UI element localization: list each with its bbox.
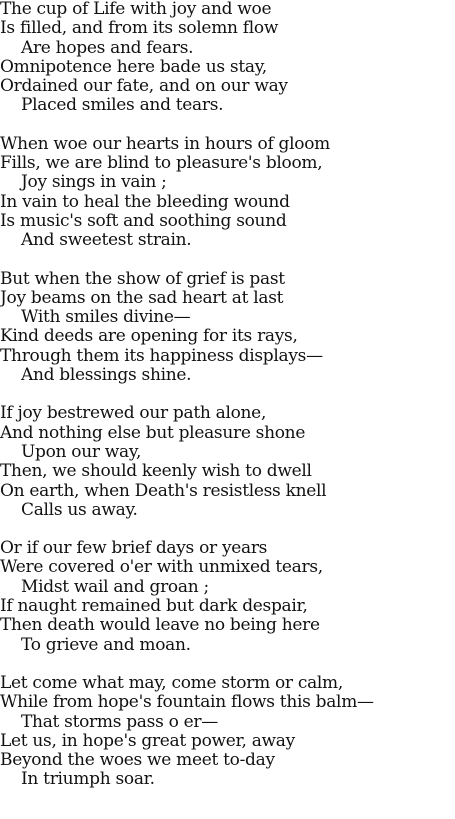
poem-line: Or if our few brief days or years [0, 538, 268, 559]
stanza-4 [0, 404, 455, 520]
poem-line: Midst wail and groan ; [21, 576, 209, 597]
poem-line: On earth, when Death's resistless knell [0, 480, 327, 501]
poem-line: Is music's soft and soothing sound [0, 210, 287, 231]
poem-line: To grieve and moan. [21, 634, 191, 655]
poem-line: Then death would leave no being here [0, 615, 320, 636]
poem-line: In triumph soar. [21, 769, 155, 790]
poem-line: When woe our hearts in hours of gloom [0, 133, 330, 154]
poem-line: Omnipotence here bade us stay, [0, 56, 267, 77]
poem-line: Are hopes and fears. [21, 37, 194, 58]
stanza-2 [0, 135, 455, 251]
poem-line: With smiles divine— [21, 307, 191, 328]
poem-line: The cup of Life with joy and woe [0, 0, 272, 19]
poem-line: Placed smiles and tears. [21, 95, 224, 116]
poem-line: In vain to heal the bleeding wound [0, 191, 290, 212]
poem-line: But when the show of grief is past [0, 268, 285, 289]
poem-line: Upon our way, [21, 441, 142, 462]
poem-line: That storms pass o er— [21, 711, 218, 732]
poem-line: Let come what may, come storm or calm, [0, 672, 343, 693]
poem-line: Joy sings in vain ; [21, 172, 167, 193]
poem-line: Is filled, and from its solemn flow [0, 18, 279, 39]
poem-line: And sweetest strain. [21, 230, 192, 251]
poem-line: If joy bestrewed our path alone, [0, 403, 267, 424]
poem-line: Calls us away. [21, 499, 138, 520]
poem-line: And nothing else but pleasure shone [0, 422, 306, 443]
stanza-6 [0, 674, 455, 790]
poem-line: And blessings shine. [21, 365, 192, 386]
poem-line: Through them its happiness displays— [0, 345, 323, 366]
poem-line: If naught remained but dark despair, [0, 596, 308, 617]
poem-line: Let us, in hope's great power, away [0, 730, 295, 751]
poem-line: Kind deeds are opening for its rays, [0, 326, 298, 347]
poem-line: Fills, we are blind to pleasure's bloom, [0, 153, 323, 174]
poem-line: Ordained our fate, and on our way [0, 76, 288, 97]
poem-line: Beyond the woes we meet to-day [0, 750, 275, 771]
stanza-1 [0, 0, 455, 116]
poem-line: Joy beams on the sad heart at last [0, 287, 284, 308]
stanza-3 [0, 270, 455, 386]
stanza-5 [0, 539, 455, 655]
poem-line: While from hope's fountain flows this balm— [0, 692, 374, 713]
poem-line: Then, we should keenly wish to dwell [0, 461, 312, 482]
poem-line: Were covered o'er with unmixed tears, [0, 557, 323, 578]
